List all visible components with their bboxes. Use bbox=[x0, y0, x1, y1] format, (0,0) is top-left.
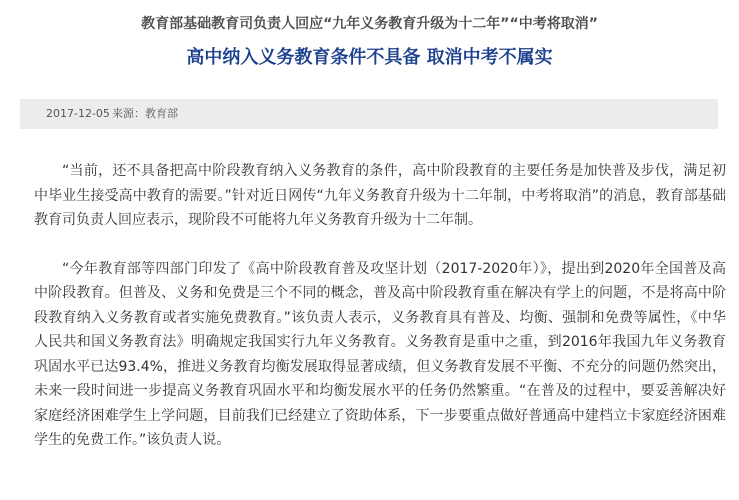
article-body bbox=[34, 159, 726, 453]
article-paragraph-2: “今年教育部等四部门印发了《高中阶段教育普及攻坚计划（2017-2020年）》，提出到2020年全国普及高中阶段教育。但普及、义务和免费是三个不同的概念，普及高中阶段教育重在解决有学上的问题，不是将高中阶段教育纳入义务教育或者实施免费教育。”该负责人表示，义务教育具有普及、均衡、强制和免费等属性，《中华人民共和国义务教育法》明确规定我国实行九年义务教育。义务教育是重中之重，到2016年我国九年义务教育巩固水平已达93.4%，推进义务教育均衡发展取得显著成绩，但义务教育发展不平衡、不充分的问题仍然突出，未来一段时间进一步提高义务教育巩固水平和均衡发展水平的任务仍然繁重。“在普及的过程中，要妥善解决好家庭经济困难学生上学问题，目前我们已经建立了资助体系，下一步要重点做好普通高中建档立卡家庭经济困难学生的免费工作。”该负责人说。 bbox=[34, 260, 726, 448]
article-meta-bar bbox=[20, 99, 718, 129]
article-source: 来源：教育部 bbox=[112, 107, 178, 120]
article-paragraph-1: “当前，还不具备把高中阶段教育纳入义务教育的条件，高中阶段教育的主要任务是加快普及步伐，满足初中毕业生接受高中教育的需要。”针对近日网传“九年义务教育升级为十二年制，中考将取消”的消息，教育部基础教育司负责人回应表示，现阶段不可能将九年义务教育升级为十二年制。 bbox=[34, 163, 726, 228]
article-kicker: 教育部基础教育司负责人回应“九年义务教育升级为十二年”“中考将取消” bbox=[141, 16, 598, 32]
publish-date: 2017-12-05 bbox=[46, 107, 110, 120]
article-headline: 高中纳入义务教育条件不具备 取消中考不属实 bbox=[186, 47, 553, 68]
